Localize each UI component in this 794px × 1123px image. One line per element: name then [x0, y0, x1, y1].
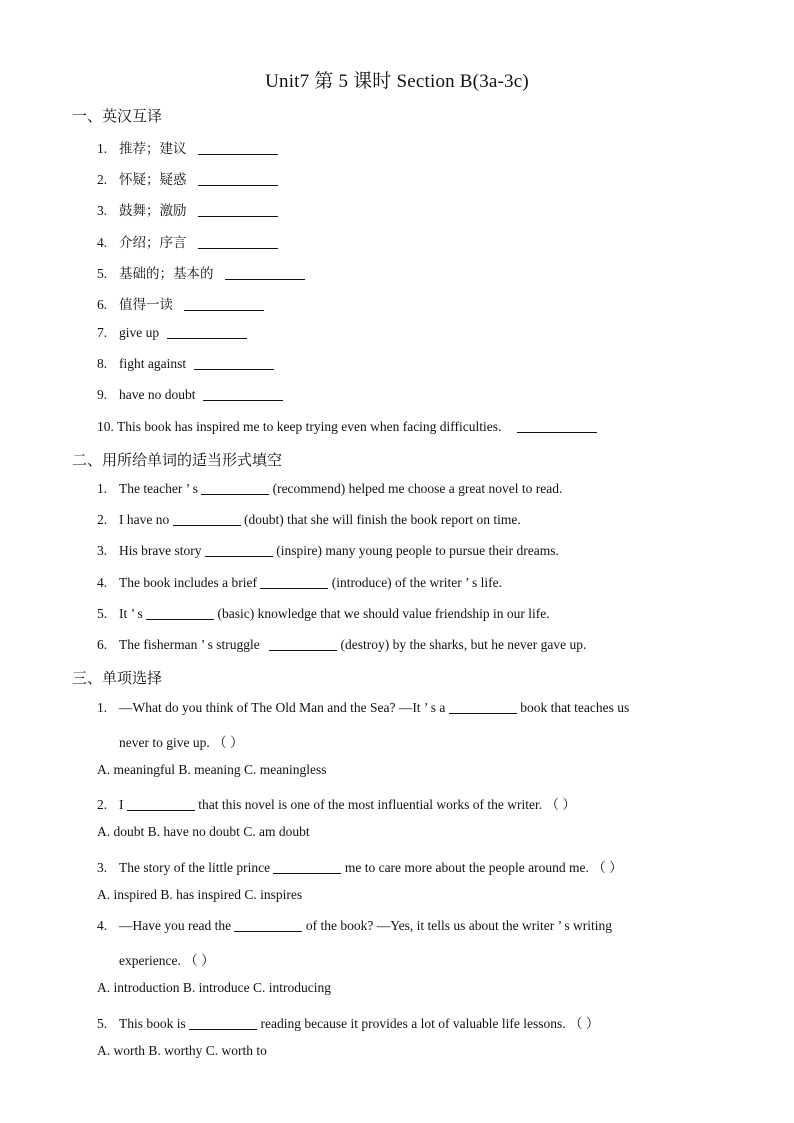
item-number: 2. — [97, 797, 108, 812]
answer-blank[interactable] — [449, 700, 517, 714]
item-text-post: (destroy) by the sharks, but he never gave up. — [340, 637, 587, 652]
item-number: 10. — [97, 419, 114, 434]
item-text: 怀疑；疑惑 — [119, 172, 187, 187]
s3-q4 — [97, 918, 612, 934]
item-text-post: of the book? —Yes, it tells us about the writer ’ s writing — [305, 918, 613, 933]
item-text-pre: His brave story — [119, 543, 202, 558]
answer-blank[interactable] — [234, 918, 302, 932]
answer-blank[interactable] — [127, 797, 195, 811]
item-text-post: that this novel is one of the most influential works of the writer. （ ） — [198, 797, 576, 812]
item-number: 3. — [97, 203, 108, 218]
item-text-post: reading because it provides a lot of valuable life lessons. （ ） — [260, 1016, 600, 1031]
item-number: 4. — [97, 918, 108, 933]
s1-item-2 — [97, 168, 278, 188]
item-number: 4. — [97, 235, 108, 250]
item-text-pre: This book is — [119, 1016, 186, 1031]
item-text: This book has inspired me to keep trying even when facing difficulties. — [117, 419, 502, 434]
item-text: 推荐；建议 — [119, 141, 187, 156]
s2-item-2 — [97, 512, 521, 528]
answer-blank[interactable] — [198, 203, 278, 217]
section-3-heading: 三、单项选择 — [72, 671, 163, 687]
item-text: 介绍；序言 — [119, 235, 187, 250]
s2-item-4 — [97, 575, 502, 591]
section-2-heading: 二、用所给单词的适当形式填空 — [72, 453, 283, 469]
item-number: 6. — [97, 297, 108, 312]
answer-blank[interactable] — [189, 1016, 257, 1030]
item-text-pre: The book includes a brief — [119, 575, 257, 590]
answer-blank[interactable] — [201, 481, 269, 495]
item-text-pre: The teacher ’ s — [119, 481, 198, 496]
answer-blank[interactable] — [198, 172, 278, 186]
item-text-post: (recommend) helped me choose a great novel to read. — [272, 481, 563, 496]
s1-item-1 — [97, 137, 278, 157]
answer-blank[interactable] — [146, 606, 214, 620]
item-text-post: book that teaches us — [520, 700, 630, 715]
item-text-pre: The fisherman ’ s struggle — [119, 637, 260, 652]
item-number: 5. — [97, 1016, 108, 1031]
answer-blank[interactable] — [205, 543, 273, 557]
answer-blank[interactable] — [167, 325, 247, 339]
item-number: 8. — [97, 356, 108, 371]
s2-item-5 — [97, 606, 550, 622]
s3-q4-cont: experience. （ ） — [119, 953, 215, 968]
item-text-post: (introduce) of the writer ’ s life. — [331, 575, 503, 590]
s1-item-8 — [97, 356, 274, 372]
item-number: 4. — [97, 575, 108, 590]
item-text: 基础的；基本的 — [119, 266, 214, 281]
s3-q4-options[interactable]: A. introduction B. introduce C. introducing — [97, 980, 331, 995]
s1-item-10 — [97, 419, 597, 435]
item-text: 鼓舞；激励 — [119, 203, 187, 218]
section-1-heading: 一、英汉互译 — [72, 109, 163, 125]
item-text: give up — [119, 325, 160, 340]
item-number: 1. — [97, 700, 108, 715]
item-number: 3. — [97, 543, 108, 558]
s3-q1-cont: never to give up. （ ） — [119, 735, 244, 750]
s2-item-3 — [97, 543, 559, 559]
item-number: 7. — [97, 325, 108, 340]
item-text-pre: The story of the little prince — [119, 860, 271, 875]
answer-blank[interactable] — [225, 266, 305, 280]
s1-item-4 — [97, 231, 278, 251]
item-number: 2. — [97, 172, 108, 187]
answer-blank[interactable] — [273, 860, 341, 874]
answer-blank[interactable] — [198, 141, 278, 155]
item-number: 6. — [97, 637, 108, 652]
s3-q2-options[interactable]: A. doubt B. have no doubt C. am doubt — [97, 824, 310, 839]
answer-blank[interactable] — [269, 637, 337, 651]
s1-item-6 — [97, 293, 264, 313]
item-number: 9. — [97, 387, 108, 402]
s2-item-1 — [97, 481, 562, 497]
answer-blank[interactable] — [203, 387, 283, 401]
item-text-pre: —What do you think of The Old Man and the Sea? —It ’ s a — [119, 700, 446, 715]
s1-item-9 — [97, 387, 283, 403]
item-text-post: (basic) knowledge that we should value friendship in our life. — [217, 606, 550, 621]
item-text-pre: —Have you read the — [119, 918, 232, 933]
s1-item-3 — [97, 199, 278, 219]
page-title: Unit7 第 5 课时 Section B(3a-3c) — [265, 71, 529, 92]
s1-item-7 — [97, 325, 247, 341]
s3-q3-options[interactable]: A. inspired B. has inspired C. inspires — [97, 887, 303, 902]
s3-q1 — [97, 700, 629, 716]
answer-blank[interactable] — [517, 419, 597, 433]
answer-blank[interactable] — [184, 297, 264, 311]
item-text: have no doubt — [119, 387, 196, 402]
item-text-pre: I — [119, 797, 124, 812]
s3-q5-options[interactable]: A. worth B. worthy C. worth to — [97, 1043, 267, 1058]
item-text-pre: I have no — [119, 512, 170, 527]
answer-blank[interactable] — [198, 235, 278, 249]
answer-blank[interactable] — [173, 512, 241, 526]
answer-blank[interactable] — [194, 356, 274, 370]
answer-blank[interactable] — [260, 575, 328, 589]
item-text-post: (doubt) that she will finish the book report on time. — [243, 512, 521, 527]
item-number: 5. — [97, 266, 108, 281]
s3-q5 — [97, 1012, 599, 1032]
s3-q1-options[interactable]: A. meaningful B. meaning C. meaningless — [97, 762, 327, 777]
item-text: fight against — [119, 356, 187, 371]
item-number: 3. — [97, 860, 108, 875]
item-text-pre: It ’ s — [119, 606, 143, 621]
s2-item-6 — [97, 637, 586, 653]
s3-q3 — [97, 856, 623, 876]
item-text-post: (inspire) many young people to pursue their dreams. — [276, 543, 559, 558]
s3-q2 — [97, 793, 576, 813]
item-number: 2. — [97, 512, 108, 527]
item-number: 1. — [97, 481, 108, 496]
s1-item-5 — [97, 262, 305, 282]
item-number: 1. — [97, 141, 108, 156]
item-number: 5. — [97, 606, 108, 621]
item-text: 值得一读 — [119, 297, 173, 312]
item-text-post: me to care more about the people around me. （ ） — [344, 860, 623, 875]
